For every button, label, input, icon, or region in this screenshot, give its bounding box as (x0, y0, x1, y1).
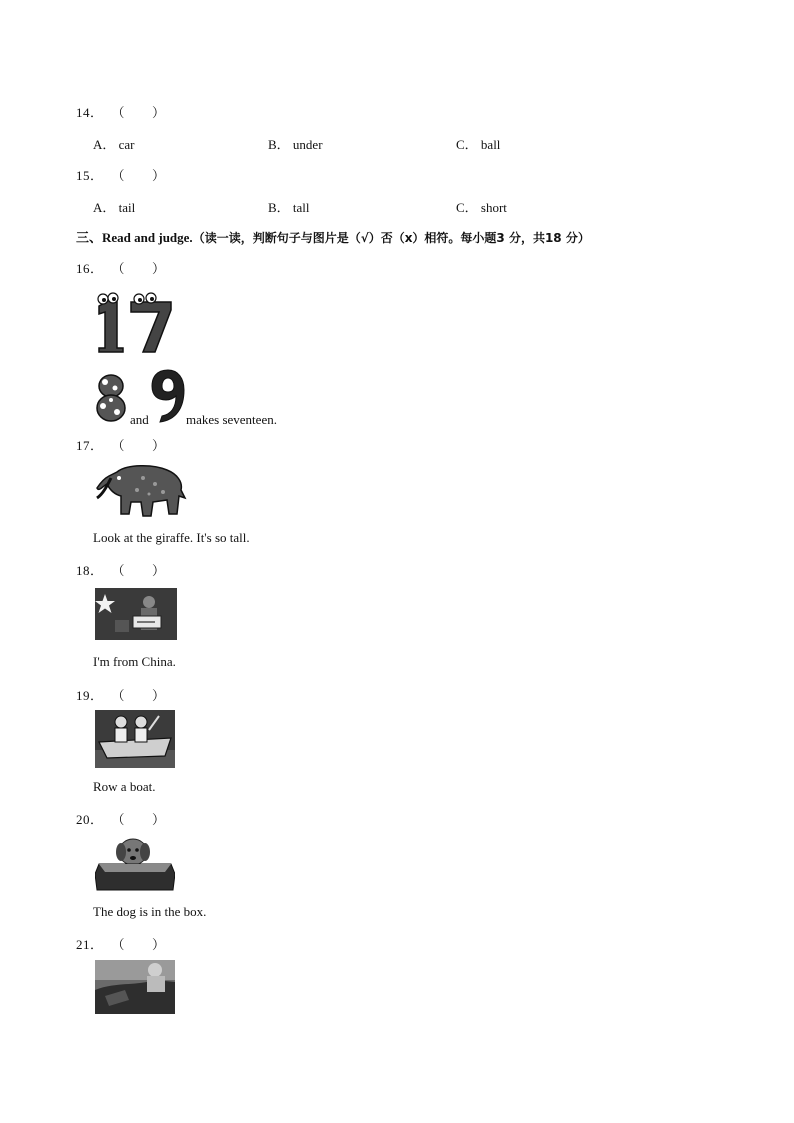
option-a: A． car (93, 137, 135, 152)
caption-and: and (130, 412, 149, 427)
option-c: C． short (456, 200, 507, 215)
option-c: C． ball (456, 137, 501, 152)
question-17-number: 17． （ ） (76, 438, 166, 453)
question-number: 14． (76, 105, 104, 120)
question-16-number: 16． （ ） (76, 261, 166, 276)
photo-picture (95, 960, 175, 1014)
question-14-number (76, 102, 166, 121)
number-8-picture (93, 372, 129, 422)
option-b: B． tall (268, 200, 310, 215)
answer-paren: （ ） (111, 105, 166, 120)
number-9-picture (150, 368, 186, 424)
option-a: A． tail (93, 200, 136, 215)
option-b: B． under (268, 137, 323, 152)
section-3-heading: 三、Read and judge.（读一读，判断句子与图片是（√）否（x）相符。每小题3 分，共18 分） (76, 230, 590, 245)
question-20-number: 20． （ ） (76, 812, 166, 827)
answer-paren: （ ） (111, 168, 166, 183)
dog-box-picture (95, 834, 175, 892)
question-18-number: 18． （ ） (76, 563, 166, 578)
question-15-number (76, 165, 166, 184)
caption-end: makes seventeen. (186, 412, 277, 427)
caption-17: Look at the giraffe. It's so tall. (93, 530, 250, 545)
question-19-number: 19． （ ） (76, 688, 166, 703)
question-number: 15． (76, 168, 104, 183)
caption-20: The dog is in the box. (93, 904, 207, 919)
caption-19: Row a boat. (93, 779, 156, 794)
boat-picture (95, 710, 175, 768)
flag-picture (95, 588, 177, 640)
caption-18: I'm from China. (93, 654, 176, 669)
elephant-picture (93, 458, 189, 520)
number-17-picture (93, 292, 177, 354)
question-21-number: 21． （ ） (76, 937, 166, 952)
